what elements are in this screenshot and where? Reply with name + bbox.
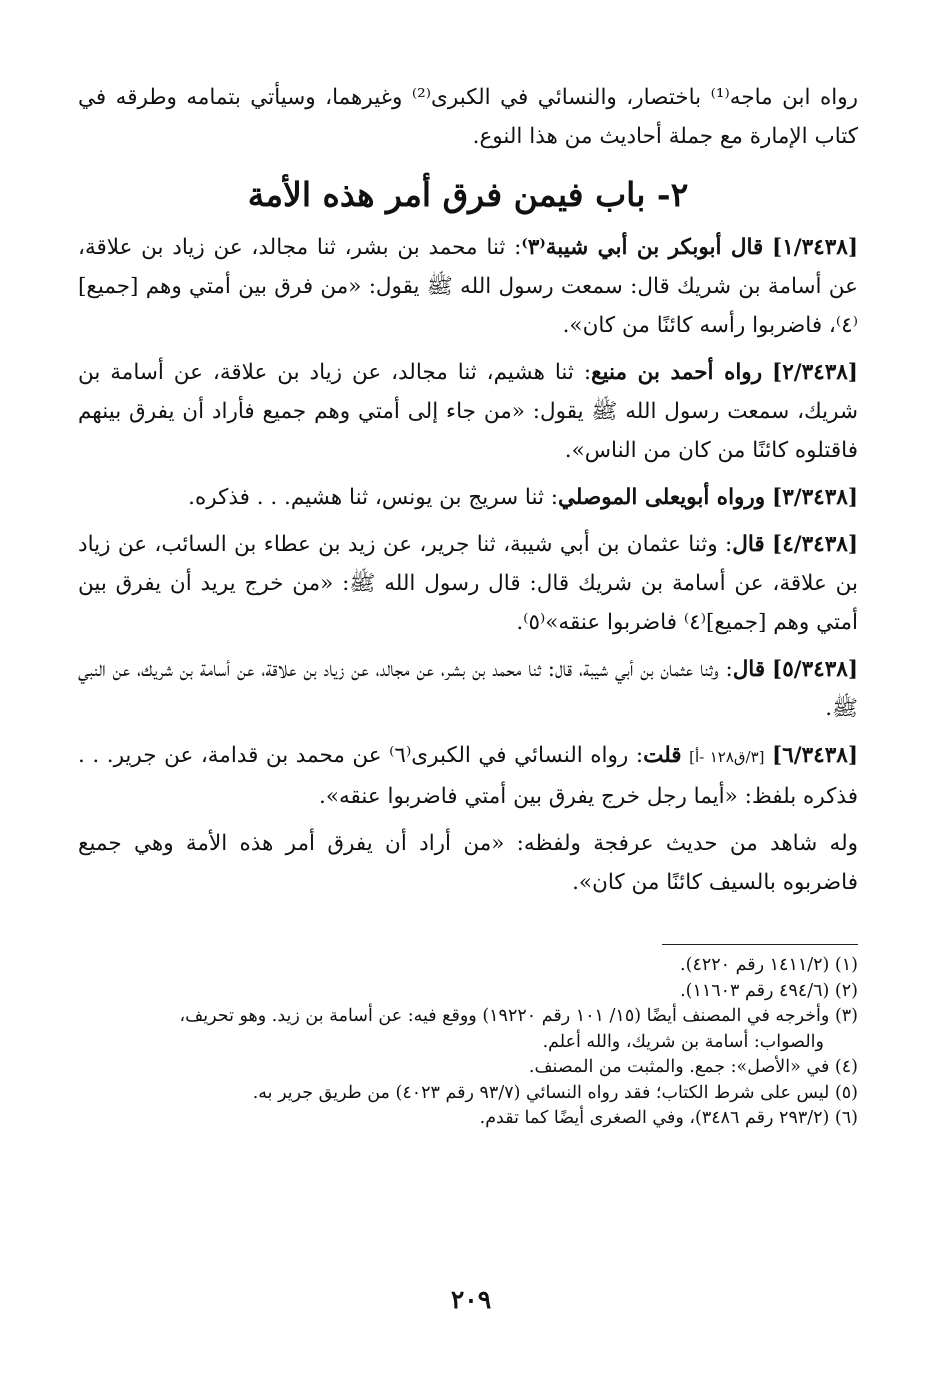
- book-page: [78, 78, 858, 1132]
- entry-number: [٢/٣٤٣٨]: [772, 360, 858, 385]
- narrator-lead: قال أبوبكر بن أبي شيبة⁽٣⁾: [521, 235, 764, 260]
- entry-text: : وثنا عثمان بن أبي شيبة، قال: ثنا محمد بن بشر، عن مجالد، عن زياد بن علاقة، عن أسامة بن شريك، عن النبي ﷺ.: [78, 657, 858, 721]
- entry-text: : وثنا عثمان بن أبي شيبة، ثنا جرير، عن زيد بن عطاء بن السائب، عن زياد بن علاقة، عن أسامة بن شريك قال: قال رسول الله ﷺ: «من خرج يريد أن يفرق بين أمتي وهم [جميع]⁽٤⁾ فاضربوا عنقه»⁽٥⁾.: [78, 532, 858, 635]
- entry-number: [١/٣٤٣٨]: [772, 235, 858, 260]
- footnote: (٣) وأخرجه في المصنف أيضًا (١٥/ ١٠١ رقم ١٩٢٢٠) ووقع فيه: عن أسامة بن زيد. وهو تحريف،: [179, 1006, 858, 1026]
- narrator-lead: ورواه أبويعلى الموصلي: [558, 485, 766, 510]
- intro-paragraph: رواه ابن ماجه⁽¹⁾ باختصار، والنسائي في الكبرى⁽²⁾ وغيرهما، وسيأتي بتمامه وطرقه في كتاب الإمارة مع جملة أحاديث من هذا النوع.: [78, 85, 858, 149]
- narrator-lead: قال: [732, 657, 766, 682]
- entry-text: : ثنا هشيم، ثنا مجالد، عن زياد بن علاقة، عن أسامة بن شريك، سمعت رسول الله ﷺ يقول: «من جاء إلى أمتي وهم جميع فأراد أن يفرق بينهم فاقتلوه كائنًا من كان من الناس».: [78, 360, 858, 463]
- narrator-lead: قلت: [643, 743, 682, 768]
- entry-text: : ثنا محمد بن بشر، ثنا مجالد، عن زياد بن علاقة، عن أسامة بن شريك قال: سمعت رسول الله ﷺ يقول: «من فرق بين أمتي وهم [جميع]⁽٤⁾، فاضربوا رأسه كائنًا من كان».: [78, 235, 858, 338]
- chapter-heading: ٢- باب فيمن فرق أمر هذه الأمة: [247, 175, 689, 214]
- footnote-divider: [662, 944, 858, 945]
- footnote: (٦) (٢٩٣/٢ رقم ٣٤٨٦)، وفي الصغرى أيضًا كما تقدم.: [479, 1108, 858, 1128]
- entry-text: : ثنا سريج بن يونس، ثنا هشيم. . . فذكره.: [188, 485, 559, 510]
- page-number: ٢٠٩: [450, 1285, 492, 1314]
- footnotes: [78, 953, 858, 1132]
- hadith-entry: [78, 736, 858, 816]
- narrator-lead: رواه أحمد بن منيع: [591, 360, 763, 385]
- footnote: (٤) في «الأصل»: جمع. والمثبت من المصنف.: [528, 1057, 858, 1077]
- entry-text: : رواه النسائي في الكبرى⁽٦⁾ عن محمد بن قدامة، عن جرير. . . فذكره بلفظ: «أيما رجل خرج يفرق بين أمتي فاضربوا عنقه».: [78, 743, 858, 809]
- hadith-entry: [78, 228, 858, 345]
- hadith-entry: [78, 353, 858, 470]
- entry-number: [٦/٣٤٣٨]: [772, 743, 859, 768]
- footnote: (٥) ليس على شرط الكتاب؛ فقد رواه النسائي (٩٣/٧ رقم ٤٠٢٣) من طريق جرير به.: [252, 1082, 858, 1103]
- closing-paragraph: وله شاهد من حديث عرفجة ولفظه: «من أراد أن يفرق أمر هذه الأمة وهي جميع فاضربوه بالسيف كائنًا من كان».: [78, 831, 858, 895]
- manuscript-ref: [٣/ق١٢٨ -أ]: [689, 748, 765, 766]
- hadith-entry: [78, 478, 858, 517]
- entry-number: [٣/٣٤٣٨]: [772, 485, 858, 510]
- narrator-lead: قال: [732, 532, 765, 557]
- footnote: (١) (١٤١١/٢ رقم ٤٢٢٠).: [680, 955, 858, 975]
- footnote: (٢) (٤٩٤/٦ رقم ١١٦٠٣).: [680, 980, 858, 1001]
- entry-number: [٥/٣٤٣٨]: [772, 657, 858, 682]
- entry-number: [٤/٣٤٣٨]: [772, 532, 859, 557]
- hadith-entry: [78, 525, 858, 642]
- hadith-entry: [78, 650, 858, 728]
- footnote-continuation: والصواب: أسامة بن شريك، والله أعلم.: [542, 1031, 824, 1052]
